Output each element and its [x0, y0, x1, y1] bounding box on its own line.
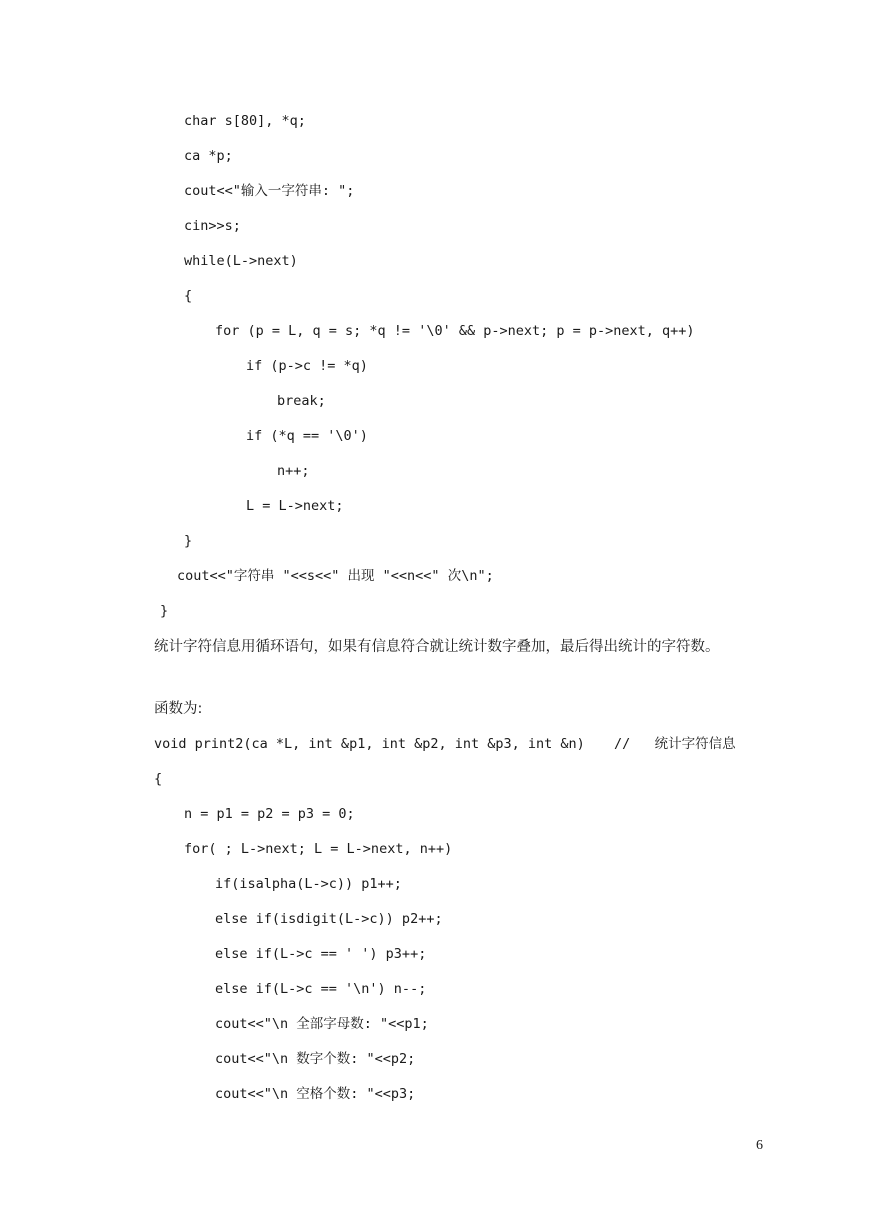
code-line: cout<<"输入一字符串: "; — [184, 183, 355, 199]
code-line: else if(L->c == '\n') n--; — [215, 981, 427, 997]
code-line: if(isalpha(L->c)) p1++; — [215, 876, 402, 892]
code-line: else if(isdigit(L->c)) p2++; — [215, 911, 443, 927]
code-line: if (*q == '\0') — [246, 428, 368, 444]
page-number: 6 — [756, 1138, 763, 1153]
code-line: n = p1 = p2 = p3 = 0; — [184, 806, 355, 822]
code-line: cout<<"\n 数字个数: "<<p2; — [215, 1051, 416, 1067]
code-line: for (p = L, q = s; *q != '\0' && p->next; p = p->next, q++) — [215, 323, 695, 339]
code-line: char s[80], *q; — [184, 113, 306, 129]
code-line: { — [184, 288, 193, 304]
code-line: L = L->next; — [246, 498, 344, 514]
function-heading: 函数为: — [154, 701, 203, 717]
code-line: for( ; L->next; L = L->next, n++) — [184, 841, 453, 857]
code-line: cout<<"\n 空格个数: "<<p3; — [215, 1086, 416, 1102]
function-signature: void print2(ca *L, int &p1, int &p2, int &p3, int &n) — [154, 736, 585, 752]
code-line: } — [160, 603, 169, 619]
code-line: cin>>s; — [184, 218, 241, 234]
signature-comment: // 统计字符信息 — [614, 736, 736, 752]
code-line: { — [154, 771, 163, 787]
description-paragraph: 统计字符信息用循环语句，如果有信息符合就让统计数字叠加，最后得出统计的字符数。 — [154, 639, 720, 655]
code-line: else if(L->c == ' ') p3++; — [215, 946, 427, 962]
code-line: cout<<"字符串 "<<s<<" 出现 "<<n<<" 次\n"; — [177, 568, 494, 584]
code-line: ca *p; — [184, 148, 233, 164]
code-line: break; — [277, 393, 326, 409]
code-line: if (p->c != *q) — [246, 358, 368, 374]
code-line: } — [184, 533, 193, 549]
code-line: cout<<"\n 全部字母数: "<<p1; — [215, 1016, 429, 1032]
code-line: while(L->next) — [184, 253, 298, 269]
code-line: n++; — [277, 463, 310, 479]
